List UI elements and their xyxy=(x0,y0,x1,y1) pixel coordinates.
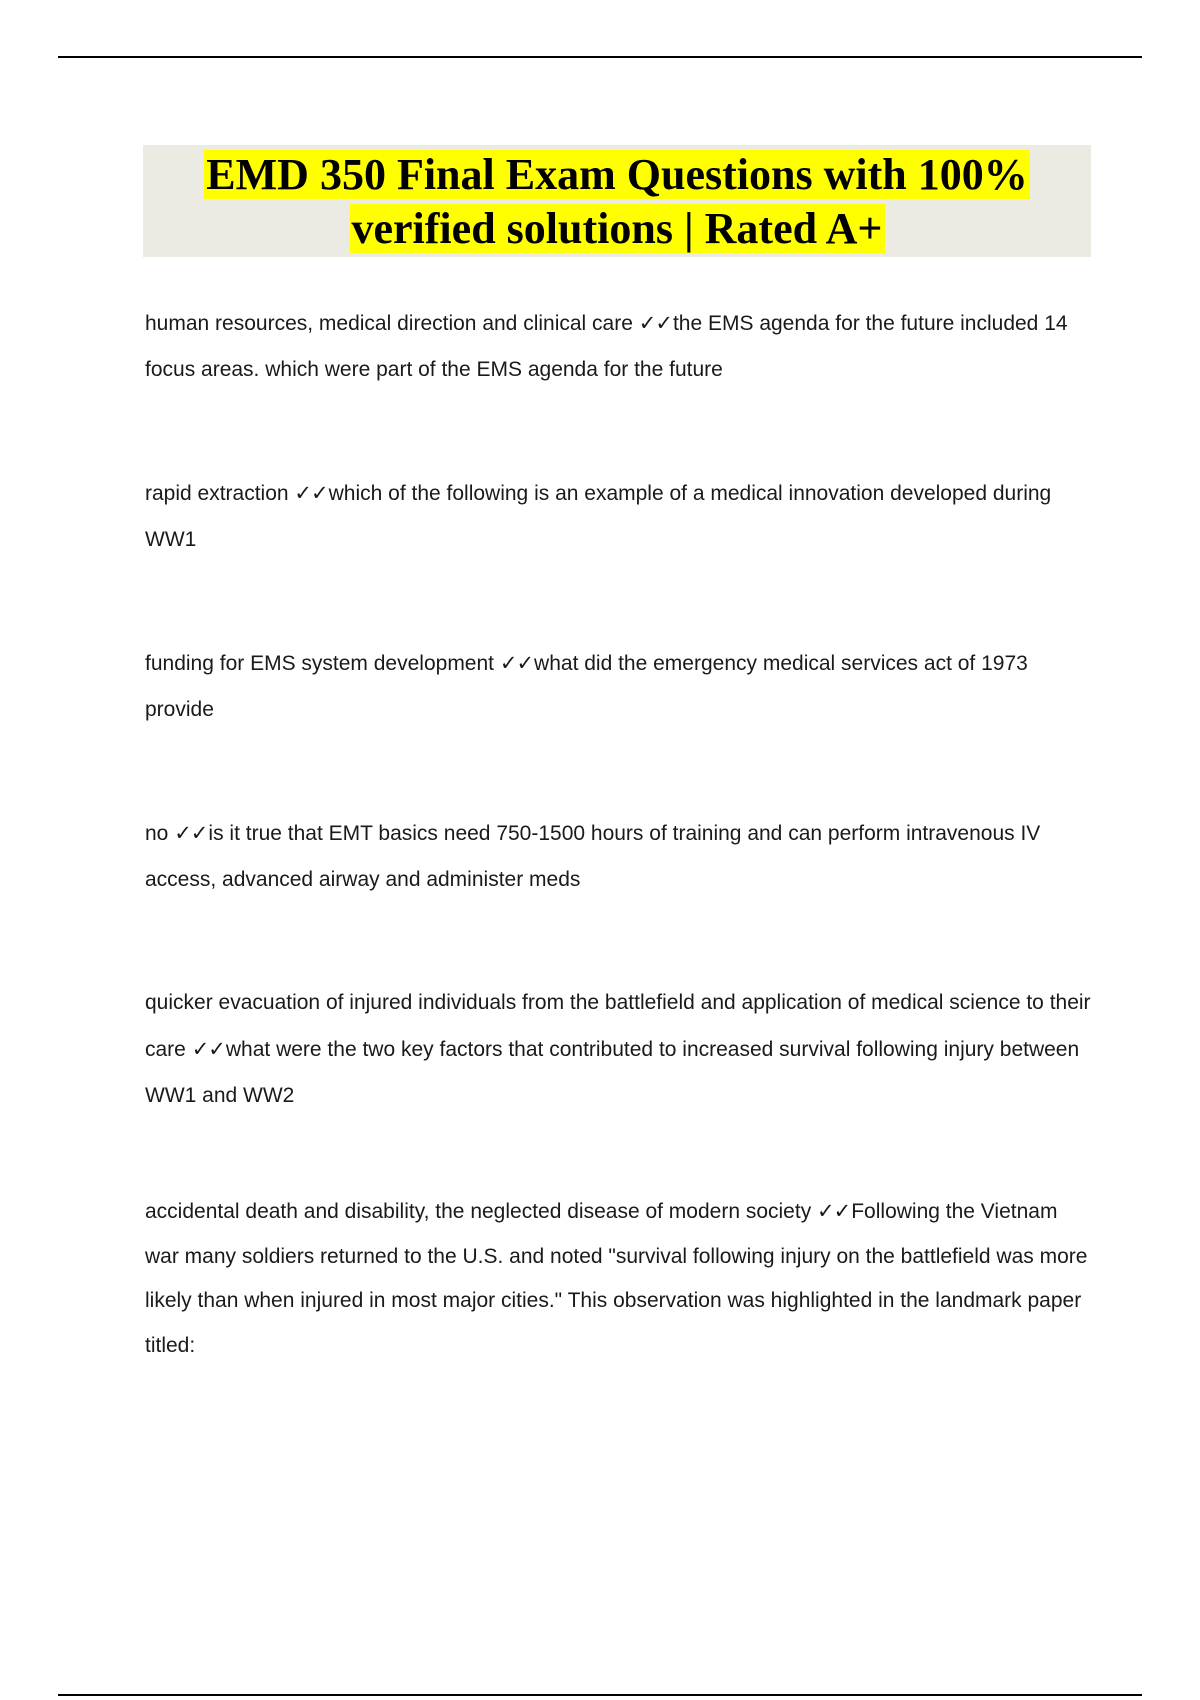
question-text: which of the following is an example of a medical innovation developed during WW1 xyxy=(145,482,1052,551)
qa-item xyxy=(145,470,1095,563)
double-check-icon: ✓✓ xyxy=(817,1199,851,1223)
answer-text: human resources, medical direction and clinical care xyxy=(145,312,639,335)
answer-text: accidental death and disability, the neglected disease of modern society xyxy=(145,1200,818,1223)
double-check-icon: ✓✓ xyxy=(499,651,534,675)
qa-item xyxy=(145,640,1095,733)
question-text: is it true that EMT basics need 750-1500 hours of training and can perform intravenous IV access, advanced airway and administer meds xyxy=(145,822,1041,891)
title-banner xyxy=(143,145,1091,257)
answer-text: no xyxy=(145,822,175,845)
answer-text: funding for EMS system development xyxy=(145,652,500,675)
question-text: Following the Vietnam war many soldiers returned to the U.S. and noted "survival following injury on the battlefield was more likely than when injured in most major cities." This observation was highlighted in the landmark paper titled: xyxy=(145,1200,1088,1357)
double-check-icon: ✓✓ xyxy=(294,481,328,505)
question-text: what did the emergency medical services act of 1973 provide xyxy=(145,652,1028,721)
qa-item xyxy=(145,980,1095,1119)
answer-text: rapid extraction xyxy=(145,482,295,505)
qa-item xyxy=(145,300,1095,393)
footer-rule xyxy=(58,1694,1142,1696)
answer-text: quicker evacuation of injured individuals from the battlefield and application of medical science to their care xyxy=(145,991,1091,1061)
double-check-icon: ✓✓ xyxy=(638,311,672,335)
double-check-icon: ✓✓ xyxy=(174,821,208,845)
question-text: the EMS agenda for the future included 14 focus areas. which were part of the EMS agenda for the future xyxy=(145,312,1068,381)
question-text: what were the two key factors that contributed to increased survival following injury between WW1 and WW2 xyxy=(145,1038,1080,1107)
header-rule xyxy=(58,56,1142,58)
double-check-icon: ✓✓ xyxy=(191,1037,225,1061)
qa-item xyxy=(145,1189,1095,1368)
qa-item xyxy=(145,810,1095,903)
qa-list xyxy=(145,300,1095,1368)
page-title: EMD 350 Final Exam Questions with 100% verified solutions | Rated A+ xyxy=(206,150,1028,253)
